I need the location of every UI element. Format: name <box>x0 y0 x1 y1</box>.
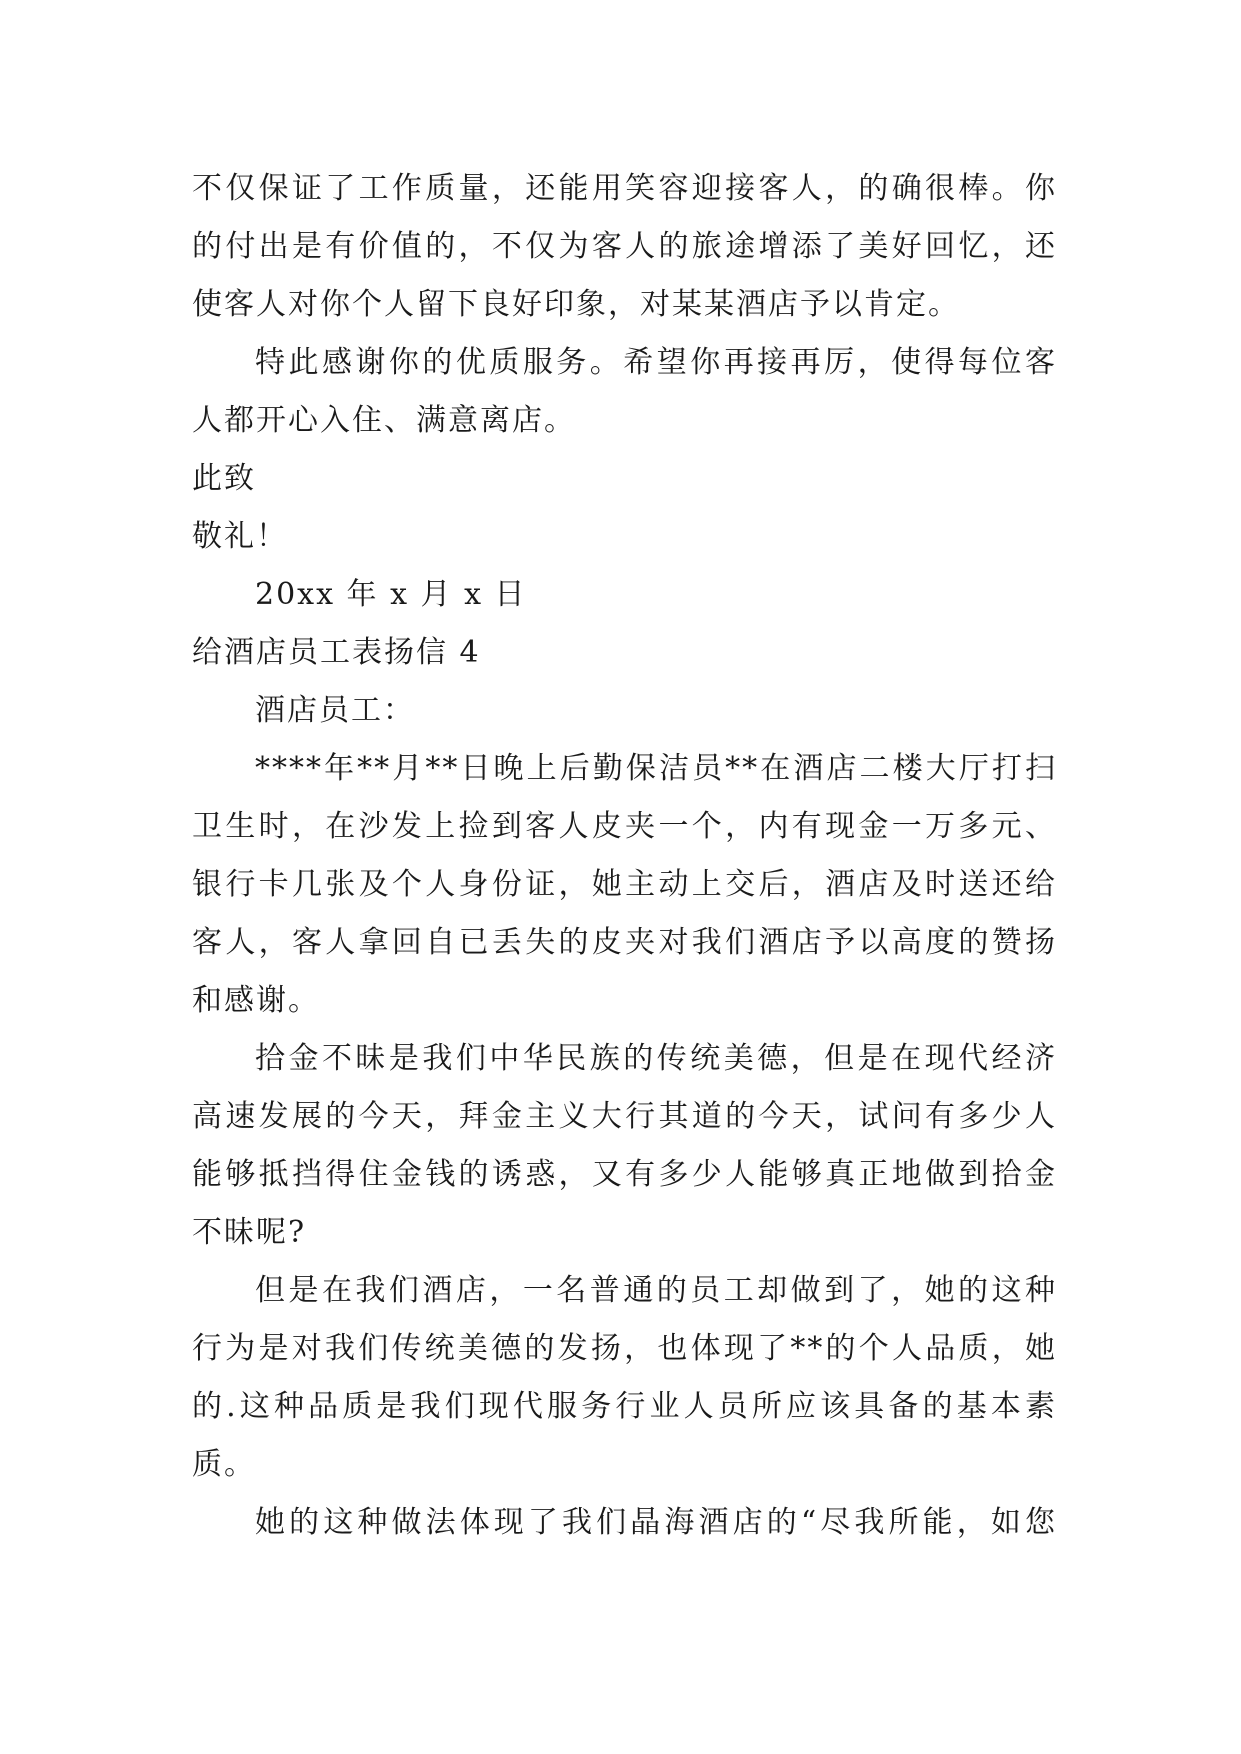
text-line: 高速发展的今天，拜金主义大行其道的今天，试问有多少人 <box>192 1099 1057 1134</box>
text-line: 质。 <box>192 1447 256 1482</box>
text-line: 和感谢。 <box>192 983 320 1018</box>
text-line: 不昧呢? <box>192 1215 307 1250</box>
letter-recipient: 酒店员工： <box>255 693 415 728</box>
text-line: 不仅保证了工作质量，还能用笑容迎接客人，的确很棒。你 <box>192 171 1057 206</box>
text-line: 客人，客人拿回自已丢失的皮夹对我们酒店予以高度的赞扬 <box>192 925 1057 960</box>
text-line: 拾金不昧是我们中华民族的传统美德，但是在现代经济 <box>255 1041 1057 1076</box>
document-body <box>192 160 1057 1552</box>
text-line: 行为是对我们传统美德的发扬，也体现了**的个人品质，她 <box>192 1331 1057 1366</box>
text-line: 人都开心入住、满意离店。 <box>192 403 576 438</box>
text-line: 银行卡几张及个人身份证，她主动上交后，酒店及时送还给 <box>192 867 1057 902</box>
closing-regards: 敬礼！ <box>192 519 288 554</box>
text-line: 卫生时，在沙发上捡到客人皮夹一个，内有现金一万多元、 <box>192 809 1057 844</box>
letter-date: 20xx 年 x 月 x 日 <box>255 577 527 612</box>
text-line: ****年**月**日晚上后勤保洁员**在酒店二楼大厅打扫 <box>255 751 1057 786</box>
text-line: 特此感谢你的优质服务。希望你再接再厉，使得每位客 <box>255 345 1057 380</box>
text-line: 她的这种做法体现了我们晶海酒店的“尽我所能，如您 <box>255 1505 1057 1540</box>
section-heading: 给酒店员工表扬信 4 <box>192 635 481 670</box>
closing-salutation: 此致 <box>192 461 256 496</box>
text-line: 的付出是有价值的，不仅为客人的旅途增添了美好回忆，还 <box>192 229 1057 264</box>
text-line: 使客人对你个人留下良好印象，对某某酒店予以肯定。 <box>192 287 960 322</box>
text-line: 的.这种品质是我们现代服务行业人员所应该具备的基本素 <box>192 1389 1057 1424</box>
text-line: 但是在我们酒店，一名普通的员工却做到了，她的这种 <box>255 1273 1057 1308</box>
text-line: 能够抵挡得住金钱的诱惑，又有多少人能够真正地做到拾金 <box>192 1157 1057 1192</box>
